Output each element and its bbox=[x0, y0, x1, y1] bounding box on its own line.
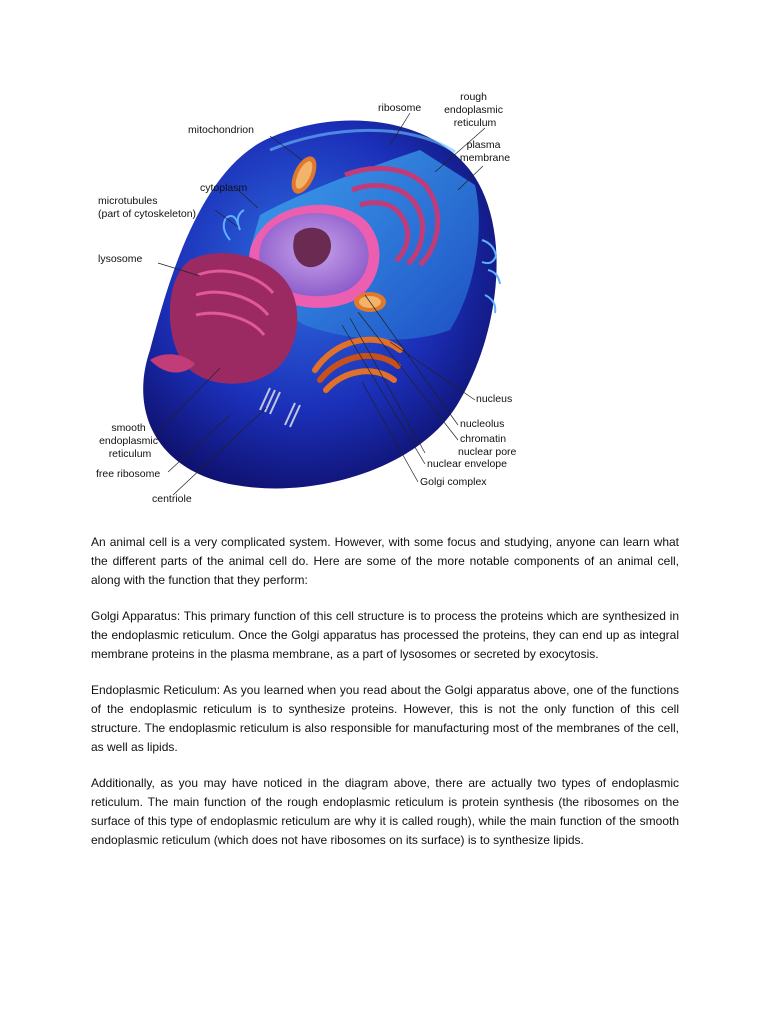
label-nucleolus: nucleolus bbox=[460, 418, 505, 430]
label-free-ribosome: free ribosome bbox=[96, 468, 161, 480]
label-plasma-membrane: plasma membrane bbox=[459, 139, 511, 164]
label-chromatin: chromatin bbox=[460, 433, 507, 445]
label-rough-er: rough endoplasmic reticulum bbox=[444, 91, 504, 129]
label-nucleus: nucleus bbox=[476, 393, 513, 405]
label-cytoplasm: cytoplasm bbox=[200, 182, 248, 194]
label-centriole: centriole bbox=[152, 493, 192, 505]
article-body bbox=[91, 533, 679, 867]
label-golgi-complex: Golgi complex bbox=[420, 476, 487, 488]
label-nuclear-pore: nuclear pore bbox=[458, 446, 517, 458]
smooth-er-shape bbox=[150, 253, 297, 384]
label-smooth-er: smooth endoplasmic reticulum bbox=[99, 422, 159, 460]
paragraph-er-types: Additionally, as you may have noticed in the diagram above, there are actually two types of endoplasmic reticulum. The main function of the rough endoplasmic reticulum is protein synthesis (the ribosomes on the surface of this type of endoplasmic reticulum are why it is called rough), while the main function of the smooth endoplasmic reticulum (which does not have ribosomes on its surface) is to synthesize lipids. bbox=[91, 776, 679, 847]
animal-cell-diagram bbox=[90, 80, 530, 520]
label-nuclear-envelope: nuclear envelope bbox=[427, 458, 507, 470]
paragraph-golgi: Golgi Apparatus: This primary function of this cell structure is to process the proteins which are synthesized in the endoplasmic reticulum. Once the Golgi apparatus has processed the proteins, they can end up as integral membrane proteins in the plasma membrane, as a part of lysosomes or secreted by exocytosis. bbox=[91, 609, 679, 661]
label-mitochondrion: mitochondrion bbox=[188, 124, 254, 136]
label-lysosome: lysosome bbox=[98, 253, 143, 265]
paragraph-intro: An animal cell is a very complicated system. However, with some focus and studying, anyone can learn what the different parts of the animal cell do. Here are some of the more notable components of an animal cell, along with the function that they perform: bbox=[91, 535, 679, 587]
paragraph-er: Endoplasmic Reticulum: As you learned when you read about the Golgi apparatus above, one of the functions of the endoplasmic reticulum is to synthesize proteins. However, this is not the only function of this cell structure. The endoplasmic reticulum is also responsible for manufacturing most of the membranes of the cell, as well as lipids. bbox=[91, 683, 679, 754]
label-ribosome: ribosome bbox=[378, 102, 422, 114]
label-microtubules: microtubules (part of cytoskeleton) bbox=[98, 195, 197, 220]
